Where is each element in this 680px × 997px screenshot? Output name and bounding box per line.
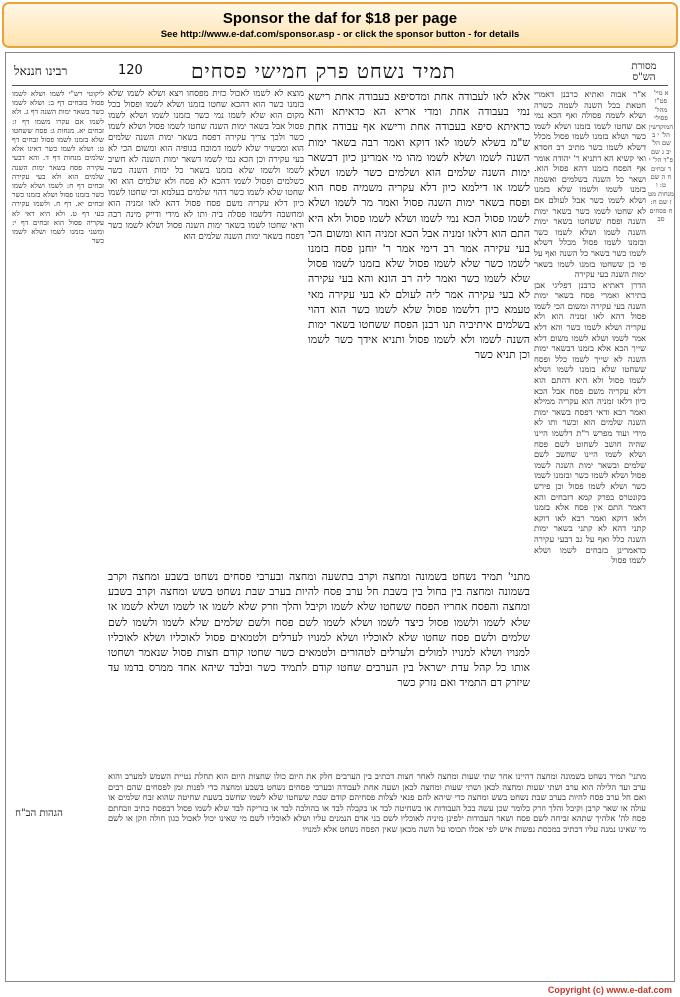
sponsor-title[interactable]: Sponsor the daf for $18 per page xyxy=(222,10,458,27)
sponsor-subtitle[interactable]: See http://www.e-daf.com/sponsor.asp - or click the sponsor button - for details xyxy=(160,29,520,40)
rabbeinu-chananel-title: רבינו חננאל xyxy=(14,64,68,78)
page-number: 120 xyxy=(118,63,143,78)
gemara-column xyxy=(308,89,530,567)
likutei-rashi-column xyxy=(12,89,104,974)
mishnah-text: מתני' תמיד נשחט בשמונה ומחצה וקרב בתשעה ומחצה ובערבי פסחים נשחט בשבע ומחצה וקרב בשמונה ומחצה בין בחול בין בשבת חל ערב פסח להיות בערב שבת נשחט בשש ומחצה וקרב בשבע ומחצה והפסח אחריו הפסח ששחטו שלא לשמו וקיבל והלך וזרק שלא לשמו או לשמו ושלא לשמו או שלא לשמו ולשמו פסול כיצד לשמו ושלא לשמו לשם פסח ולשם שלמים שלא לשמו ולשמו לשם שלמים ולשם פסח שחטו שלא לאוכליו ושלא למנויו לערלים ולטמאים פסול לאוכליו ושלא לאוכליו למנויו ושלא למנויו למולים ולערלים לטהורים ולטמאים כשר שחטו קודם חצות פסול שנאמר ושחטו אותו כל קהל עדת ישראל בין הערבים שחטו קודם לתמיד כשר ובלבד שיהא אחד ממרס בדמו עד שיזרק דם התמיד ואם נזרק כשר xyxy=(108,570,530,690)
sponsor-banner[interactable] xyxy=(2,2,678,48)
gemara-text: אלא לאו לעבודה אחת ומדסיפא בעבודה אחת רישא נמי בעבודה אחת ומדי אריא הא כדאיתא והא כדאיתא סיפא בעבודה אחת ורישא אף עבודה אחת ש"מ בשלא לשמו לאו דוקא ואמר רבה בשאר ימות השנה לשמו ושלא לשמו מהו מי אמרינן כיון דבשאר ימות השנה שלמים הוא ושלמים כשר לשמו ושלא לשמו או דילמא כיון דלא עקריה משמיה פסח הוא ופסח בשאר ימות השנה פסול ואמר מר לשמו ושלא לשמו פסול הכא נמי לשמו ושלא לשמו פסול ולא היא התם הוא דלאו זמניה אבל הכא זמניה הוא ומשום הכי בעי עקירה אמר רב דימי אמר ר' יוחנן פסח בזמנו לשמו כשר שלא לשמו פסול שלא בזמנו לשמו פסול שלא לשמו כשר ואמר ליה רב הונא והא בעי עקירה לא בעי עקירה אמר ליה לעולם לא בעי עקירה מאי טעמא כיון דלשמו פסול שלא לשמו כשר הוא דהוי בשלמים איתיביה תנו רבנן הפסח ששחטו בשאר ימות השנה לשמו ולא לשמו פסול ותניא אידך כשר לשמו וכן תניא כשר xyxy=(308,90,530,362)
likutei-rashi-text: ליקוטי רש"י לשמו ושלא לשמו פסול בזבחים דף ב: ושלא לשמו כשר בשאר ימות השנה דף ג. ולא לשמו אם עקרו משמו דף ז: זבחים יא. מנחות ג: פסח ששחטו שלא בזמנו לשמו פסול זבחים דף ט: ושלא לשמו כשר דאינו אלא שלמים מנחות דף ד. והא דבעי עקירה פסח בשאר ימות השנה שלמים הוא ולא בעי עקירה זבחים דף ח: לשמו ושלא לשמו כשר בזמנו פסול ושלא בזמנו כשר זבחים יא. דף ח. ולשמו עקירה בעי דף ט. ולא היא דאי לא עקריה פסול הוא זבחים דף י: ומשני בזמנו לשמו ושלא לשמו כשר xyxy=(12,89,104,246)
talmud-page xyxy=(5,52,675,982)
running-head: תמיד נשחט פרק חמישי פסחים xyxy=(191,59,456,83)
copyright-notice: Copyright (c) www.e-daf.com xyxy=(547,985,672,995)
rabbeinu-chananel-text: א"ר אבוה ואתיא כרבנן דאמרי חטאת בכל השנה לשמה כשרה ושלא לשמה פסולה ואף הכא נמי אם שחטו לשמו בזמנו ושלא לשמו כשר ושלא בזמנו לשמו פסול מכלל דשלא לשמו כשר מתיב רב חסדא ואי קשיא הא דתניא ר' יהודה אומר אף הפסח בזמנו דהא פסול הוא. ושאר כל השנה בשלמים ואשמה בזמנו לשמו ולשמו שלא בזמנו ושלא לשמו כשר אבל לעולם אם לא שחטו לשמו כשר בשאר ימות השנה ופסח ששחטו בשאר ימות השנה לשמו ושלא לשמו כשר ובזמנו לשמו פסול מכלל דשלא לשמו כשר בשאר כל השנה ואף על פי כן ששחטו בזמנו לשמו בשאר ימות השנה בעי עקירה xyxy=(534,89,646,280)
masoret-column xyxy=(648,89,674,974)
tosafot-text: הדרן דאתיא כרבנן דפליגי אבן בתירא ואמרי פסח בשאר ימות השנה בעי עקירה ומשום הכי לשמו פסול דהא לאו זמניה הוא ולא עקריה ושלא לשמו כשר והא דלא אמר לשמו ושלא לשמו משום דלא שייך הכא אלא בזמנו דבשאר ימות השנה לא שייך לשמו כלל ופסח ששחטו שלא בזמנו לשמו ושלא לשמו פסול ולא היא דהתם הוא דלא עקריה משם פסח אבל הכא כיון דלאו זמניה הוא עקריה ממילא ואמר רבא ודאי דפסח בשאר ימות השנה שלמים הוא וכשר ותו לא מידי ועוד מפרש ר"ת דלשמו היינו שהיה חושב לשחוט לשם פסח ושלא לשמו היינו שחשב לשם שלמים ובשאר ימות השנה לשמו פסול ושלא לשמו כשר ובזמנו לשמו כשר ושלא לשמו פסול וכן פירש בקונטרס בפרק קמא דזבחים והא דאמר התם אין פסח אלא בזמנו ולאו דוקא ואמר רבא לאו דוקא קתני דהא לא קתני בשאר ימות השנה כלל ואף על גב דבעי עקירה כדאמרינן בזבחים לשמו ושלא לשמו פסול xyxy=(534,279,646,566)
rashi-column xyxy=(108,89,304,567)
hagahot-habach-title: הגהות הב"ח xyxy=(15,808,63,819)
masoret-text: א מיי' פט"ו מהל' פסולי המוקדשין הל' י ב שם הל' יב ג שם פ"ד הל' י ד זבחים ח ה שם ט: ו מנחות מט ז שם ח: ח פסחים סב xyxy=(648,89,674,224)
lower-commentary-block xyxy=(108,771,646,971)
page-header xyxy=(6,59,676,85)
lower-commentary-text: מתני' תמיד נשחט בשמונה ומחצה דהיינו אחר שתי שעות ומחצה לאחר חצות דכתיב בין הערבים חלק את היום כולו שחצות היום הוא תחלת נטיית השמש למערב והוא ערב ועד הלילה הוא ערב ושתי שעות ומחצה לכאן ושתי שעות ומחצה לכאן ושעה אחת לעבודה ובערבי פסחים נשחט בשבע ומחצה כדי לפנות זמן לפסחים שהם רבים ואם חל ערב פסח להיות בערב שבת נשחט בשש ומחצה כדי שיהא להם פנאי לצלות פסחיהם קודם שבת ששחטו שלא לשמו שחשב בשעת שחיטה שהוא זבח שלמים או עולה או שאר קרבן וקיבל והלך וזרק כלומר שכן עשה בכל העבודות או בשחיטה לבד או בקבלה לבד או בהולכה לבד או בזריקה לבד שלא לשמו פסול דבפסח כתיב וזבחתם פסח לה' אלהיך שתהא זביחה לשם פסח ושאר העבודות ילפינן מיניה לאוכליו לשם בני אדם הנמנים עליו ושלא לאוכליו לשם מי שאינו יכול לאכול כגון חולה וזקן או לשם מי שאינו נמנה עליו דכתיב במכסת נפשות איש לפי אכלו תכוסו על השה מכאן שאין הפסח נשחט אלא למנויו xyxy=(108,771,646,834)
header-rule xyxy=(12,85,668,86)
masoret-hashas-title: מסורת הש"ס xyxy=(631,61,657,83)
rashi-text: מוצא לא לשמו לאכול כזית מפסחו ויצא ושלא לשמו שלא בזמנו כשר הוא דהכא שחטו בזמנו ושלא לשמו ופסול בכל מקום הוא שלא לשמו נמי כשר בזמנו לשמו ושלא לשמו פסול אבל בשאר ימות השנה שחטו לשמו פסול ושלא לשמו כשר ולכך צריך עקירה דפסח בשאר ימות השנה שלמים הוא ומכשיר שלא לשמו דמוכח בגופיה הוא ומשום הכי לא בעי עקירה וכן הכא נמי לשמו דשאר ימות השנה לא חשיב לשמו ולשמו שלא בזמנו בשאר כל ימות השנה כשר כשלמים ופסול לשמו דהכא לא פסח ולא שלמים הוא ואי שחטו שלא לשמו כשר דהוי שלמים בעלמא וכי שחטו לשמו כיון דלא עקריה משם פסח פסול דהא לאו זמניה הוא ומחשבה דלשמו פסלה ביה ותו לא מידי ודייק מינה רבה ודאי שחטו לשמו בשאר ימות השנה פסול ושלא לשמו כשר דפסח בשאר ימות השנה שלמים הוא xyxy=(108,89,304,242)
mishnah-block xyxy=(108,569,530,769)
